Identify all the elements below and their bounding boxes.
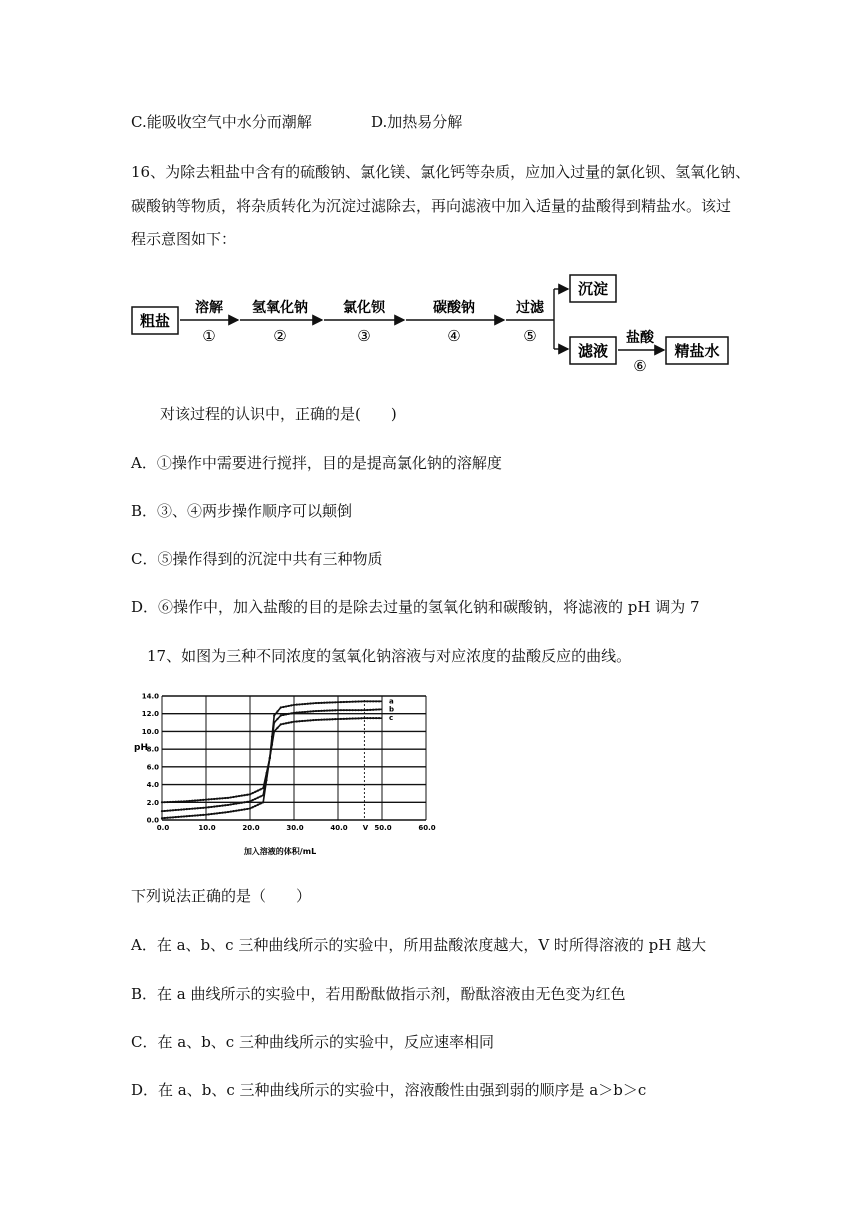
series-point-b: [194, 807, 196, 809]
flow-step-4-label: 碳酸钠: [433, 300, 475, 316]
q17-option-a: A．在 a、b、c 三种曲线所示的实验中，所用盐酸浓度越大，V 时所得溶液的 pH 越大: [131, 936, 707, 954]
series-point-a: [164, 801, 166, 803]
series-label-a: a: [389, 697, 394, 706]
series-point-b: [227, 804, 229, 806]
series-point-a: [194, 799, 196, 801]
series-point-a: [169, 801, 171, 803]
q16-flow-diagram: [128, 265, 748, 380]
flow-box-end-text: 精盐水: [674, 342, 720, 360]
series-point-c: [199, 814, 201, 816]
chart-x-label: 加入溶液的体积/mL: [243, 847, 317, 856]
series-point-b: [331, 709, 333, 711]
series-point-a: [205, 799, 207, 801]
series-point-c: [329, 718, 331, 720]
series-point-b: [186, 808, 188, 810]
chart-y-ticks: [142, 693, 159, 825]
series-point-c: [378, 717, 380, 719]
series-point-b: [372, 709, 374, 711]
series-point-b: [208, 806, 210, 808]
series-point-a: [166, 801, 168, 803]
series-point-b: [235, 803, 237, 805]
series-point-b: [161, 810, 163, 812]
x-tick-label: 0.0: [156, 824, 170, 832]
series-point-c: [309, 719, 311, 721]
series-point-c: [271, 744, 273, 746]
series-point-a: [331, 701, 333, 703]
series-point-c: [280, 723, 282, 725]
series-point-a: [349, 701, 351, 703]
series-point-a: [273, 714, 275, 716]
series-point-b: [298, 711, 300, 713]
series-point-a: [375, 700, 377, 702]
series-label-c: c: [389, 714, 394, 723]
series-point-c: [349, 718, 351, 720]
series-point-b: [172, 809, 174, 811]
y-tick-label: 2.0: [146, 798, 159, 807]
series-point-a: [180, 800, 182, 802]
series-point-a: [186, 800, 188, 802]
q16-question: 对该过程的认识中，正确的是( ): [160, 405, 397, 423]
q17-option-c: C．在 a、b、c 三种曲线所示的实验中，反应速率相同: [131, 1033, 494, 1051]
series-point-c: [172, 816, 174, 818]
q15-option-d: D.加热易分解: [371, 113, 463, 131]
series-point-c: [254, 805, 256, 807]
series-point-c: [340, 718, 342, 720]
q15-option-c: C.能吸收空气中水分而潮解: [131, 113, 312, 131]
series-point-b: [252, 799, 254, 801]
series-point-b: [352, 709, 354, 711]
q17-stem: 17、如图为三种不同浓度的氢氧化钠溶液与对应浓度的盐酸反应的曲线。: [147, 647, 632, 665]
series-point-a: [172, 801, 174, 803]
series-point-a: [334, 701, 336, 703]
series-point-b: [329, 709, 331, 711]
series-point-a: [298, 703, 300, 705]
series-point-c: [331, 718, 333, 720]
series-line-b: [162, 709, 382, 811]
series-point-c: [312, 719, 314, 721]
series-point-b: [282, 714, 284, 716]
series-point-b: [293, 712, 295, 714]
series-point-a: [285, 705, 287, 707]
series-point-a: [352, 701, 354, 703]
series-point-c: [243, 808, 245, 810]
series-point-c: [301, 720, 303, 722]
series-point-a: [197, 799, 199, 801]
series-point-b: [280, 714, 282, 716]
x-tick-label: 30.0: [286, 824, 304, 832]
series-point-c: [346, 718, 348, 720]
series-point-a: [357, 700, 359, 702]
series-point-b: [355, 709, 357, 711]
series-point-b: [177, 809, 179, 811]
series-point-c: [197, 814, 199, 816]
series-point-a: [210, 798, 212, 800]
series-point-a: [224, 797, 226, 799]
series-point-a: [282, 706, 284, 708]
q16-stem-line-3: 程示意图如下：: [131, 230, 237, 248]
series-point-b: [243, 801, 245, 803]
series-point-c: [269, 757, 271, 759]
series-point-a: [301, 703, 303, 705]
series-point-c: [282, 723, 284, 725]
series-point-a: [202, 799, 204, 801]
flow-step-5-label: 过滤: [516, 300, 544, 316]
series-point-c: [355, 717, 357, 719]
y-tick-label: 6.0: [146, 763, 159, 772]
series-point-b: [318, 710, 320, 712]
series-point-a: [323, 702, 325, 704]
series-point-c: [315, 719, 317, 721]
series-point-a: [175, 801, 177, 803]
series-point-c: [369, 717, 371, 719]
series-point-c: [235, 810, 237, 812]
series-point-c: [326, 718, 328, 720]
series-point-a: [199, 799, 201, 801]
chart-y-label: pH: [134, 743, 148, 753]
series-point-c: [298, 720, 300, 722]
x-tick-label: 50.0: [374, 824, 392, 832]
series-point-c: [183, 815, 185, 817]
series-point-a: [227, 797, 229, 799]
series-point-c: [169, 816, 171, 818]
series-point-b: [340, 709, 342, 711]
series-point-b: [197, 807, 199, 809]
series-point-a: [296, 704, 298, 706]
series-point-b: [205, 807, 207, 809]
series-point-c: [161, 817, 163, 819]
series-point-a: [326, 702, 328, 704]
series-point-c: [343, 718, 345, 720]
series-point-b: [349, 709, 351, 711]
series-point-c: [191, 815, 193, 817]
y-tick-label: 0.0: [146, 816, 159, 825]
series-point-b: [309, 710, 311, 712]
flow-step-3-label: 氯化钡: [343, 300, 385, 316]
series-point-c: [293, 721, 295, 723]
series-point-c: [360, 717, 362, 719]
series-point-c: [352, 717, 354, 719]
series-point-b: [369, 709, 371, 711]
x-tick-label: V: [362, 824, 369, 832]
q17-ph-chart: [128, 684, 438, 864]
series-point-a: [360, 700, 362, 702]
series-point-c: [273, 730, 275, 732]
series-point-a: [372, 700, 374, 702]
series-point-a: [290, 704, 292, 706]
series-point-a: [280, 706, 282, 708]
series-point-b: [241, 802, 243, 804]
series-point-c: [318, 719, 320, 721]
series-point-c: [202, 814, 204, 816]
series-point-b: [166, 810, 168, 812]
series-point-b: [213, 806, 215, 808]
series-point-c: [323, 718, 325, 720]
q16-stem-line-1: 16、为除去粗盐中含有的硫酸钠、氯化镁、氯化钙等杂质，应加入过量的氯化钡、氢氧化钠、: [131, 163, 751, 181]
series-point-b: [323, 710, 325, 712]
series-point-c: [372, 717, 374, 719]
series-point-c: [276, 727, 278, 729]
series-point-c: [363, 717, 365, 719]
x-tick-label: 20.0: [242, 824, 260, 832]
series-point-a: [378, 700, 380, 702]
series-point-c: [334, 718, 336, 720]
series-point-b: [326, 710, 328, 712]
series-point-b: [346, 709, 348, 711]
series-point-b: [230, 803, 232, 805]
series-point-a: [340, 701, 342, 703]
series-point-c: [221, 812, 223, 814]
series-point-a: [191, 800, 193, 802]
series-point-a: [259, 788, 261, 790]
series-point-c: [224, 811, 226, 813]
series-point-a: [254, 791, 256, 793]
series-point-a: [343, 701, 345, 703]
series-point-c: [357, 717, 359, 719]
series-point-c: [188, 815, 190, 817]
series-point-a: [216, 798, 218, 800]
series-point-a: [276, 710, 278, 712]
series-point-b: [175, 809, 177, 811]
series-point-c: [262, 801, 264, 803]
series-point-c: [285, 722, 287, 724]
q16-option-b: B．③、④两步操作顺序可以颠倒: [131, 502, 353, 520]
series-point-c: [164, 817, 166, 819]
flow-acid-num: ⑥: [633, 357, 647, 375]
series-point-b: [343, 709, 345, 711]
series-point-c: [249, 807, 251, 809]
series-point-c: [219, 812, 221, 814]
series-point-c: [320, 719, 322, 721]
series-point-b: [290, 712, 292, 714]
series-point-a: [293, 704, 295, 706]
series-point-b: [169, 809, 171, 811]
series-point-a: [183, 800, 185, 802]
series-point-a: [315, 702, 317, 704]
series-point-a: [312, 702, 314, 704]
series-label-b: b: [389, 705, 395, 714]
series-point-b: [296, 712, 298, 714]
flow-step-3-num: ③: [357, 327, 371, 345]
series-point-c: [241, 809, 243, 811]
series-point-b: [219, 805, 221, 807]
series-point-b: [320, 710, 322, 712]
series-point-a: [366, 700, 368, 702]
series-point-b: [304, 711, 306, 713]
q16-option-c: C．⑤操作得到的沉淀中共有三种物质: [131, 550, 383, 568]
series-point-c: [375, 717, 377, 719]
series-point-c: [257, 804, 259, 806]
series-point-b: [180, 808, 182, 810]
flow-box-precipitate-text: 沉淀: [577, 280, 609, 298]
series-point-b: [188, 808, 190, 810]
series-point-a: [346, 701, 348, 703]
series-point-c: [296, 720, 298, 722]
series-point-c: [304, 720, 306, 722]
series-point-a: [369, 700, 371, 702]
series-point-a: [257, 789, 259, 791]
q16-stem-line-2: 碳酸钠等物质，将杂质转化为沉淀过滤除去，再向滤液中加入适量的盐酸得到精盐水。该过: [131, 197, 732, 215]
flow-step-2-label: 氢氧化钠: [252, 300, 308, 316]
series-point-c: [216, 812, 218, 814]
series-point-a: [252, 792, 254, 794]
series-point-c: [259, 802, 261, 804]
series-point-b: [257, 797, 259, 799]
series-point-b: [199, 807, 201, 809]
series-point-b: [210, 806, 212, 808]
y-tick-label: 14.0: [141, 692, 159, 701]
series-point-b: [254, 798, 256, 800]
series-point-c: [180, 816, 182, 818]
series-point-b: [378, 708, 380, 710]
series-point-a: [243, 794, 245, 796]
series-point-b: [285, 713, 287, 715]
series-point-b: [273, 721, 275, 723]
series-point-b: [259, 795, 261, 797]
series-point-c: [238, 809, 240, 811]
series-point-c: [227, 811, 229, 813]
series-point-b: [191, 808, 193, 810]
series-point-b: [315, 710, 317, 712]
y-tick-label: 10.0: [141, 727, 159, 736]
series-point-c: [366, 717, 368, 719]
series-point-b: [183, 808, 185, 810]
q16-option-a: A．①操作中需要进行搅拌，目的是提高氯化钠的溶解度: [131, 454, 502, 472]
series-point-b: [249, 800, 251, 802]
series-point-a: [329, 701, 331, 703]
series-point-a: [208, 798, 210, 800]
series-point-b: [360, 709, 362, 711]
series-point-a: [161, 801, 163, 803]
series-point-b: [375, 708, 377, 710]
series-point-b: [288, 713, 290, 715]
series-point-b: [301, 711, 303, 713]
series-point-b: [164, 810, 166, 812]
series-point-b: [221, 805, 223, 807]
series-point-a: [177, 801, 179, 803]
series-point-c: [175, 816, 177, 818]
series-point-a: [304, 703, 306, 705]
series-point-c: [194, 814, 196, 816]
series-point-a: [219, 797, 221, 799]
series-point-b: [337, 709, 339, 711]
series-point-a: [288, 705, 290, 707]
series-point-c: [177, 816, 179, 818]
flow-box-filtrate-text: 滤液: [577, 342, 609, 360]
series-point-a: [188, 800, 190, 802]
series-point-a: [213, 798, 215, 800]
series-point-a: [221, 797, 223, 799]
series-point-c: [210, 813, 212, 815]
series-point-c: [166, 817, 168, 819]
series-point-c: [230, 810, 232, 812]
series-point-a: [232, 796, 234, 798]
series-point-c: [290, 721, 292, 723]
series-point-b: [363, 709, 365, 711]
series-point-c: [208, 813, 210, 815]
series-point-a: [230, 796, 232, 798]
series-point-a: [309, 702, 311, 704]
series-point-b: [202, 807, 204, 809]
series-point-c: [252, 806, 254, 808]
series-point-c: [337, 718, 339, 720]
series-line-a: [162, 701, 382, 802]
x-tick-label: 60.0: [418, 824, 436, 832]
x-tick-label: 40.0: [330, 824, 348, 832]
y-tick-label: 8.0: [146, 745, 159, 754]
chart-x-ticks: [157, 824, 436, 832]
series-point-a: [238, 795, 240, 797]
q17-question: 下列说法正确的是（ ）: [131, 887, 312, 905]
series-point-b: [307, 711, 309, 713]
series-point-b: [232, 803, 234, 805]
series-point-a: [320, 702, 322, 704]
q16-option-d: D．⑥操作中，加入盐酸的目的是除去过量的氢氧化钠和碳酸钠，将滤液的 pH 调为 7: [131, 598, 700, 616]
series-point-b: [238, 802, 240, 804]
series-point-b: [276, 718, 278, 720]
series-point-a: [241, 795, 243, 797]
series-point-a: [337, 701, 339, 703]
series-point-a: [363, 700, 365, 702]
q17-option-b: B．在 a 曲线所示的实验中，若用酚酞做指示剂，酚酞溶液由无色变为红色: [131, 985, 626, 1003]
flow-step-4-num: ④: [447, 327, 461, 345]
q17-option-d: D．在 a、b、c 三种曲线所示的实验中，溶液酸性由强到弱的顺序是 a＞b＞c: [131, 1081, 647, 1099]
y-tick-label: 12.0: [141, 710, 159, 719]
chart-grid: [162, 696, 426, 820]
series-point-b: [312, 710, 314, 712]
series-point-a: [246, 794, 248, 796]
series-point-a: [235, 795, 237, 797]
flow-step-5-num: ⑤: [523, 327, 537, 345]
series-point-c: [307, 719, 309, 721]
series-point-c: [213, 813, 215, 815]
series-point-c: [265, 779, 267, 781]
flow-step-2-num: ②: [273, 327, 287, 345]
series-point-c: [288, 722, 290, 724]
series-point-c: [246, 808, 248, 810]
flow-acid-label: 盐酸: [626, 330, 654, 346]
series-point-c: [205, 814, 207, 816]
series-point-c: [232, 810, 234, 812]
series-point-b: [366, 709, 368, 711]
series-point-c: [186, 815, 188, 817]
series-point-b: [246, 801, 248, 803]
series-point-a: [307, 703, 309, 705]
series-point-a: [318, 702, 320, 704]
flow-step-1-label: 溶解: [195, 300, 223, 316]
chart-series: [161, 697, 394, 819]
series-point-a: [355, 701, 357, 703]
series-point-b: [334, 709, 336, 711]
y-tick-label: 4.0: [146, 781, 159, 790]
flow-box-start-text: 粗盐: [139, 312, 171, 330]
series-point-b: [357, 709, 359, 711]
series-point-b: [224, 804, 226, 806]
series-point-b: [216, 805, 218, 807]
x-tick-label: 10.0: [198, 824, 216, 832]
flow-step-1-num: ①: [202, 327, 216, 345]
series-point-a: [249, 793, 251, 795]
